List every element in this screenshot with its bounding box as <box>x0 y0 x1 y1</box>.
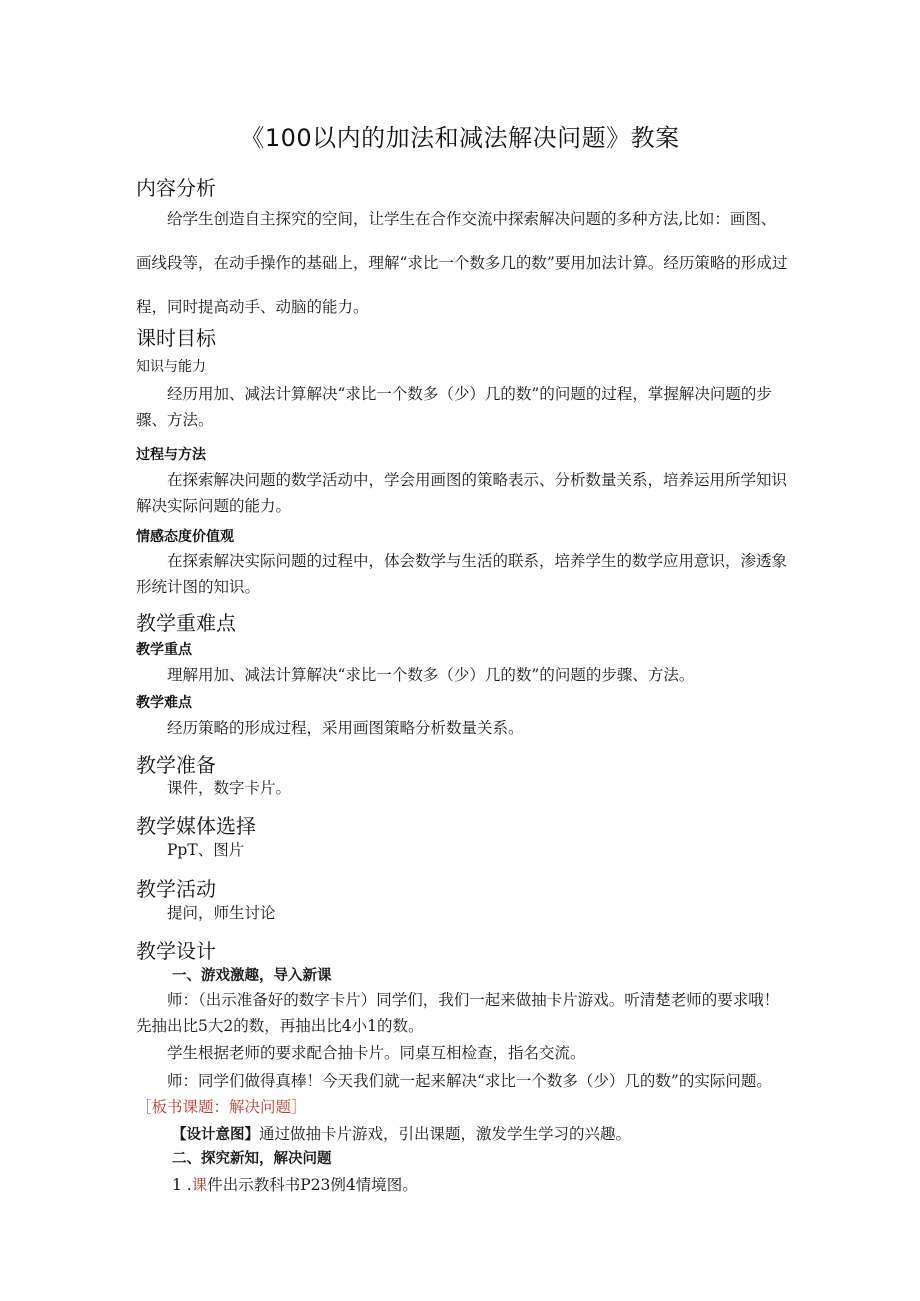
item-1-number: 1 . <box>172 1176 192 1194</box>
label-focus: 教学重点 <box>136 642 192 658</box>
preparation-text: 课件，数字卡片。 <box>167 779 292 797</box>
design-intent-line <box>136 1122 827 1147</box>
focus-paragraph: 理解用加、减法计算解决“求比一个数多（少）几的数”的问题的步骤、方法。 <box>167 666 695 684</box>
label-process: 过程与方法 <box>136 447 206 463</box>
design-paragraph-3-text: 师：同学们做得真棒！今天我们就一起来解决“求比一个数多（少）几的数”的实际问题。 <box>167 1072 772 1090</box>
design-paragraph-2: 学生根据老师的要求配合抽卡片。同桌互相检查，指名交流。 <box>167 1044 586 1062</box>
design-item-1 <box>136 1173 827 1197</box>
design-intent-label: 【设计意图】 <box>172 1127 259 1143</box>
design-intent-text: 通过做抽卡片游戏，引出课题，激发学生学习的兴趣。 <box>259 1125 632 1143</box>
heading-design: 教学设计 <box>136 939 216 963</box>
heading-objectives: 课时目标 <box>136 326 216 350</box>
label-difficulty: 教学难点 <box>136 695 192 711</box>
heading-key-points: 教学重难点 <box>136 611 236 635</box>
board-annotation: ［板书课题：解决问题］ <box>136 1098 307 1116</box>
label-knowledge: 知识与能力 <box>136 359 206 375</box>
page-title: 《100以内的加法和减法解决问题》教案 <box>240 124 680 152</box>
design-paragraph-1: 师：（出示准备好的数字卡片）同学们，我们一起来做抽卡片游戏。听清楚老师的要求哦！先抽出比5大2的数，再抽出比4小1的数。 <box>136 991 780 1035</box>
design-paragraph-3 <box>136 1068 791 1120</box>
heading-media: 教学媒体选择 <box>136 814 256 838</box>
heading-preparation: 教学准备 <box>136 753 216 777</box>
design-section2-title: 二、探究新知，解决问题 <box>172 1151 332 1167</box>
activity-text: 提问，师生讨论 <box>167 904 276 922</box>
item-1-highlight: 课 <box>191 1176 208 1194</box>
design-section1-title: 一、游戏激趣，导入新课 <box>172 968 332 984</box>
knowledge-paragraph: 经历用加、减法计算解决“求比一个数多（少）几的数”的问题的过程，掌握解决问题的步骤、方法。 <box>136 385 772 429</box>
item-1-text: 件出示教科书P23例4情境图。 <box>207 1176 418 1194</box>
content-analysis-paragraph: 给学生创造自主探究的空间，让学生在合作交流中探索解决问题的多种方法,比如：画图、画线段等，在动手操作的基础上，理解“求比一个数多几的数”要用加法计算。经历策略的形成过程，同时提高动手、动脑的能力。 <box>136 210 788 316</box>
difficulty-paragraph: 经历策略的形成过程，采用画图策略分析数量关系。 <box>167 719 524 737</box>
attitude-paragraph: 在探索解决实际问题的过程中，体会数学与生活的联系，培养学生的数学应用意识，渗透象形统计图的知识。 <box>136 552 788 596</box>
process-paragraph: 在探索解决问题的数学活动中，学会用画图的策略表示、分析数量关系，培养运用所学知识解决实际问题的能力。 <box>136 471 788 515</box>
media-text: PpT、图片 <box>167 841 245 859</box>
label-attitude: 情感态度价值观 <box>136 529 234 545</box>
heading-activity: 教学活动 <box>136 877 216 901</box>
heading-content-analysis: 内容分析 <box>136 176 216 200</box>
